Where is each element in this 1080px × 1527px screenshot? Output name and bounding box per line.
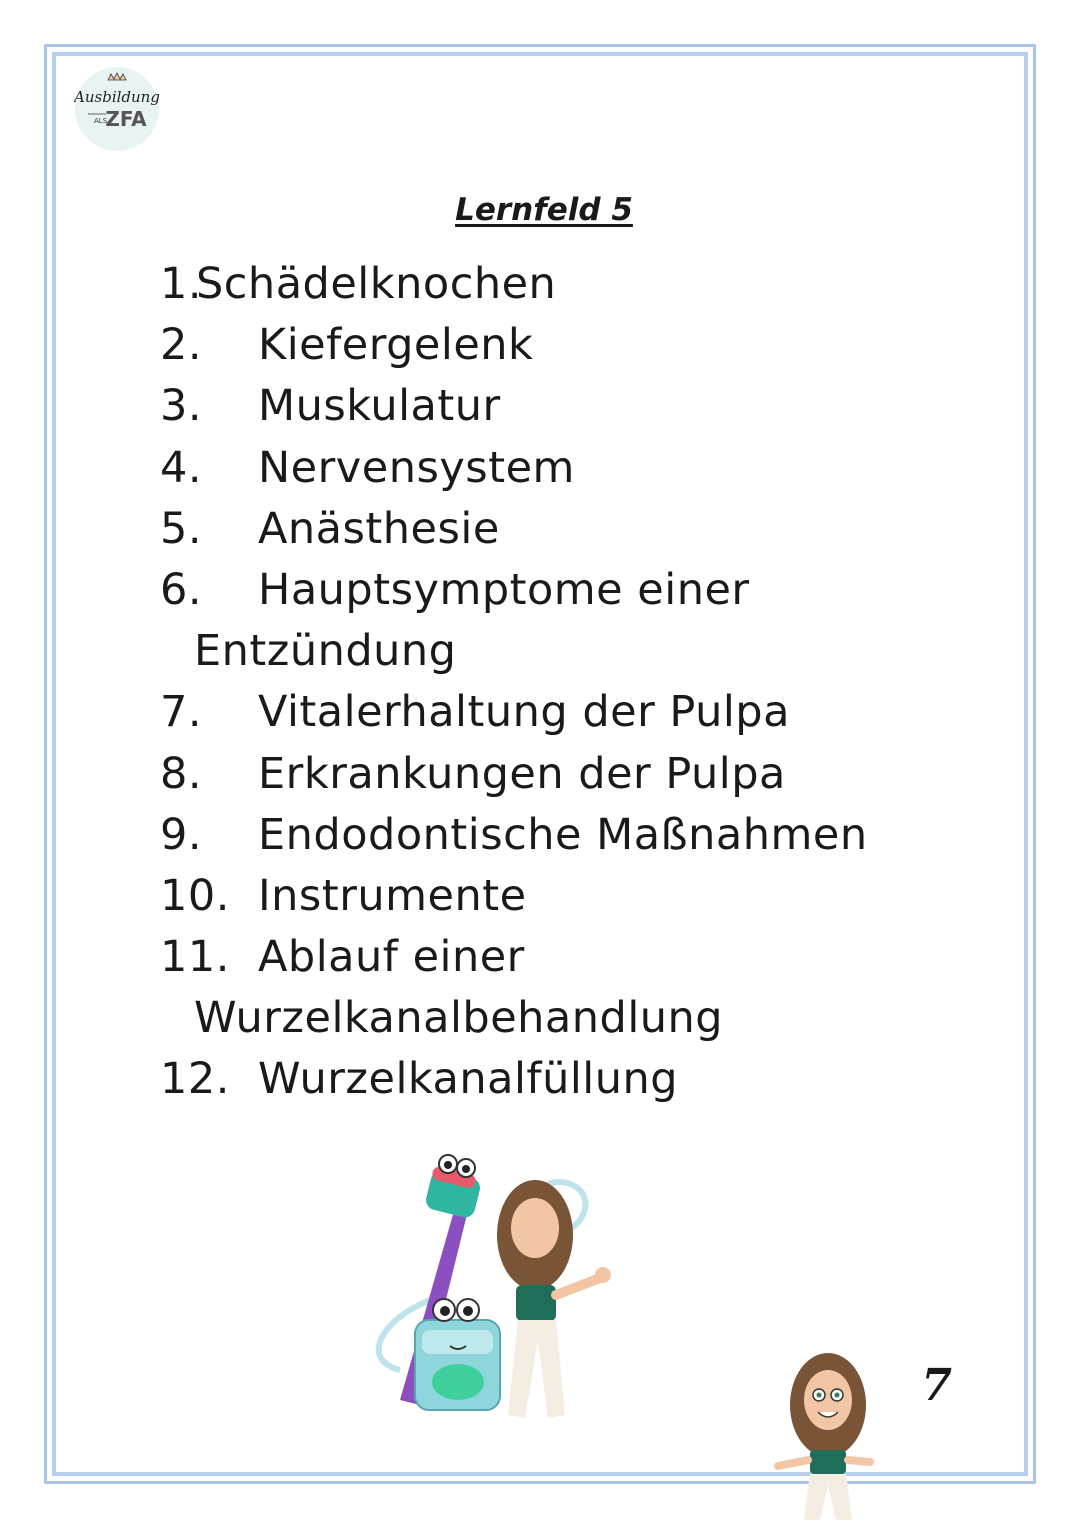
- toc-item-label: Kiefergelenk: [258, 320, 534, 371]
- toc-item-number: 3.: [160, 381, 203, 432]
- logo-big-text: ZFA: [105, 107, 147, 131]
- toc-item-label: Wurzelkanalfüllung: [258, 1054, 679, 1105]
- toc-item-number: 12.: [160, 1054, 230, 1105]
- logo-small-text: ALS: [94, 117, 108, 125]
- toc-item: [160, 866, 868, 927]
- toc-item: [160, 1049, 868, 1110]
- toc-item-label: Vitalerhaltung der Pulpa: [258, 687, 790, 738]
- table-of-contents: [160, 254, 868, 1111]
- toc-item: [160, 376, 868, 437]
- toc-item-label: Instrumente: [258, 870, 527, 921]
- toc-item: [160, 805, 868, 866]
- avatar-girl-icon: [497, 1180, 611, 1418]
- toc-item-label: Endodontische Maßnahmen: [258, 809, 868, 860]
- toc-item: [160, 315, 868, 376]
- toc-item: [160, 499, 868, 560]
- toc-item-label: Nervensystem: [258, 442, 575, 493]
- toc-item-number: 11.: [160, 932, 230, 983]
- avatar-bottom-icon: [768, 1350, 888, 1520]
- toc-item-number: 8.: [160, 748, 203, 799]
- toc-item-number: 6.: [160, 564, 203, 615]
- toc-item-continuation: Wurzelkanalbehandlung: [194, 993, 724, 1044]
- toc-item-label: Ablauf einer: [258, 932, 525, 983]
- toc-item-number: 10.: [160, 870, 230, 921]
- toc-item-number: 5.: [160, 503, 203, 554]
- toc-item: [160, 254, 868, 315]
- toc-item-label: Anästhesie: [258, 503, 500, 554]
- toc-item-label: Schädelknochen: [196, 259, 557, 309]
- toc-item-number: 9.: [160, 809, 203, 860]
- toc-item: [160, 927, 868, 988]
- toc-item: [160, 682, 868, 743]
- toc-item: [160, 560, 868, 621]
- toc-item-label: Erkrankungen der Pulpa: [258, 748, 786, 799]
- toc-item-number: 4.: [160, 442, 203, 493]
- dental-care-illustration: [360, 1150, 640, 1430]
- toc-item-continuation: Entzündung: [194, 626, 457, 677]
- page-title: Lernfeld 5: [455, 192, 633, 228]
- toc-item: [160, 744, 868, 805]
- toc-item-number: 1.: [160, 259, 203, 309]
- toc-item-label: Muskulatur: [258, 381, 501, 432]
- toc-item: [160, 438, 868, 499]
- logo-script-text: Ausbildung: [74, 88, 160, 106]
- page-number: 7: [921, 1360, 952, 1411]
- toc-item-label: Hauptsymptome einer: [258, 564, 750, 615]
- toc-item-number: 2.: [160, 320, 203, 371]
- ausbildung-zfa-logo: [74, 66, 160, 152]
- toc-item-number: 7.: [160, 687, 203, 738]
